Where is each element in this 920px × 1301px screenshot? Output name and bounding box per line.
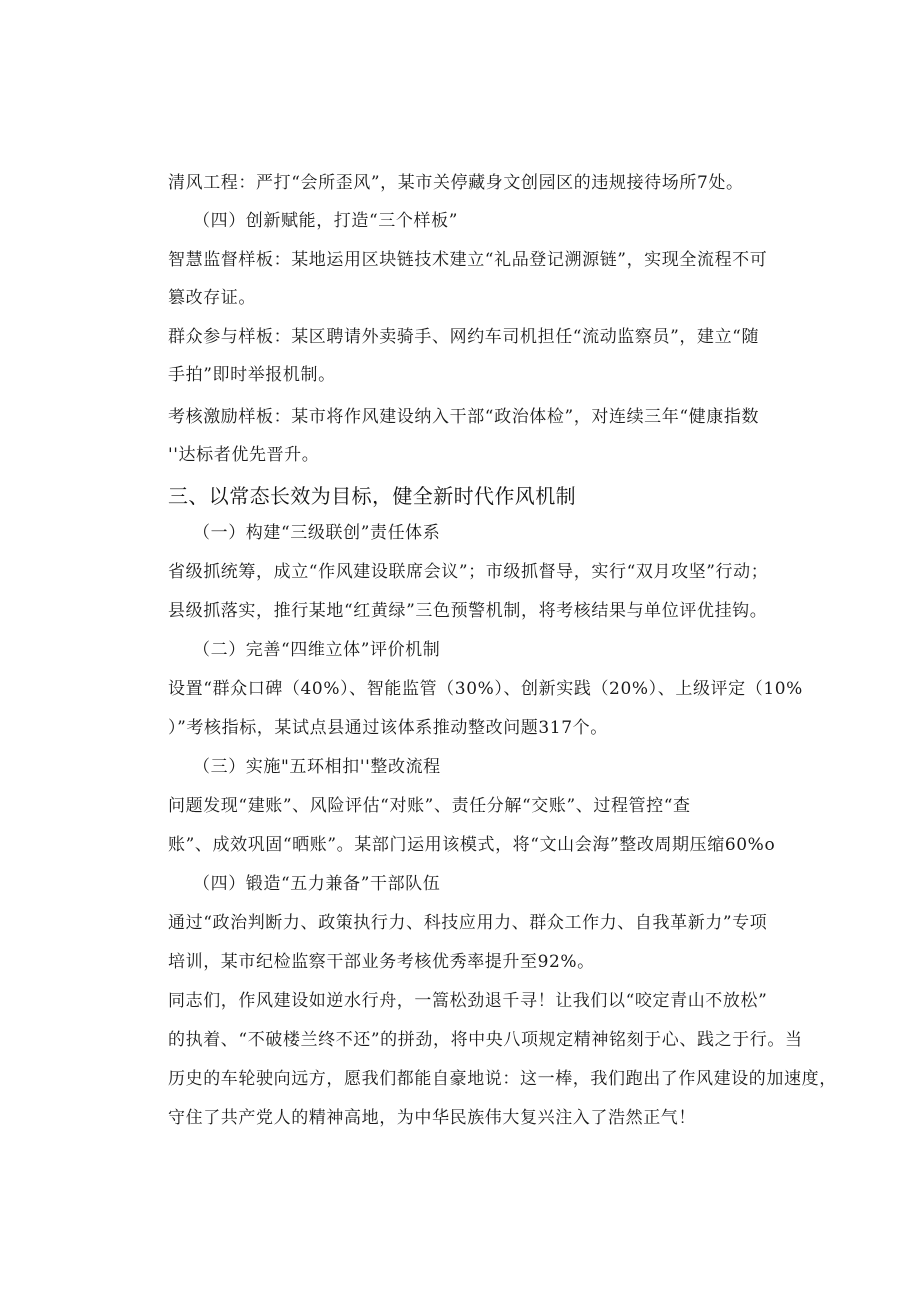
body-text-line: 县级抓落实，推行某地“红黄绿”三色预警机制，将考核结果与单位评优挂钩。 xyxy=(168,601,768,621)
body-text-line: 培训，某市纪检监察干部业务考核优秀率提升至92%。 xyxy=(168,952,595,972)
subheading-line: （三）实施"五环相扣''整改流程 xyxy=(193,757,441,777)
body-text-line: 省级抓统筹，成立“作风建设联席会议”；市级抓督导，实行“双月攻坚”行动； xyxy=(168,562,769,582)
body-text-line: 手拍”即时举报机制。 xyxy=(168,365,336,385)
subheading-line: （二）完善“四维立体”评价机制 xyxy=(193,640,441,660)
body-text-line: 群众参与样板：某区聘请外卖骑手、网约车司机担任“流动监察员”，建立“随 xyxy=(168,327,760,347)
subheading-line: （四）创新赋能，打造“三个样板” xyxy=(193,211,458,231)
subheading-line: （一）构建“三级联创”责任体系 xyxy=(193,523,441,543)
body-text-line: 考核激励样板：某市将作风建设纳入干部“政治体检”，对连续三年“健康指数 xyxy=(168,407,760,427)
body-text-line: 智慧监督样板：某地运用区块链技术建立“礼品登记溯源链”，实现全流程不可 xyxy=(168,250,768,270)
body-text-line: 通过“政治判断力、政策执行力、科技应用力、群众工作力、自我革新力”专项 xyxy=(168,913,768,933)
body-text-line: 设置“群众口碑（40%）、智能监管（30%）、创新实践（20%）、上级评定（10% xyxy=(168,679,803,699)
body-text-line: 同志们，作风建设如逆水行舟，一篙松劲退千寻！让我们以“咬定青山不放松” xyxy=(168,991,768,1011)
body-text-line: 篡改存证。 xyxy=(168,288,256,308)
body-text-line: 账”、成效巩固“晒账”。某部门运用该模式，将“文山会海”整改周期压缩60%o xyxy=(168,835,776,855)
body-text-line: 的执着、“不破楼兰终不还”的拼劲，将中央八项规定精神铭刻于心、践之于行。当 xyxy=(168,1030,803,1050)
body-text-line: ''达标者优先晋升。 xyxy=(168,445,320,465)
subheading-line: （四）锻造“五力兼备”干部队伍 xyxy=(193,874,441,894)
body-text-line: 清风工程：严打“会所歪风”，某市关停藏身文创园区的违规接待场所7处。 xyxy=(168,173,744,193)
body-text-line: 历史的车轮驶向远方，愿我们都能自豪地说：这一棒，我们跑出了作风建设的加速度， xyxy=(168,1069,837,1089)
section-heading: 三、以常态长效为目标，健全新时代作风机制 xyxy=(168,484,576,508)
body-text-line: 问题发现“建账”、风险评估“对账”、责任分解“交账”、过程管控“查 xyxy=(168,796,691,816)
body-text-line: ）”考核指标，某试点县通过该体系推动整改问题317个。 xyxy=(168,718,608,738)
body-text-line: 守住了共产党人的精神高地，为中华民族伟大复兴注入了浩然正气！ xyxy=(168,1108,696,1128)
